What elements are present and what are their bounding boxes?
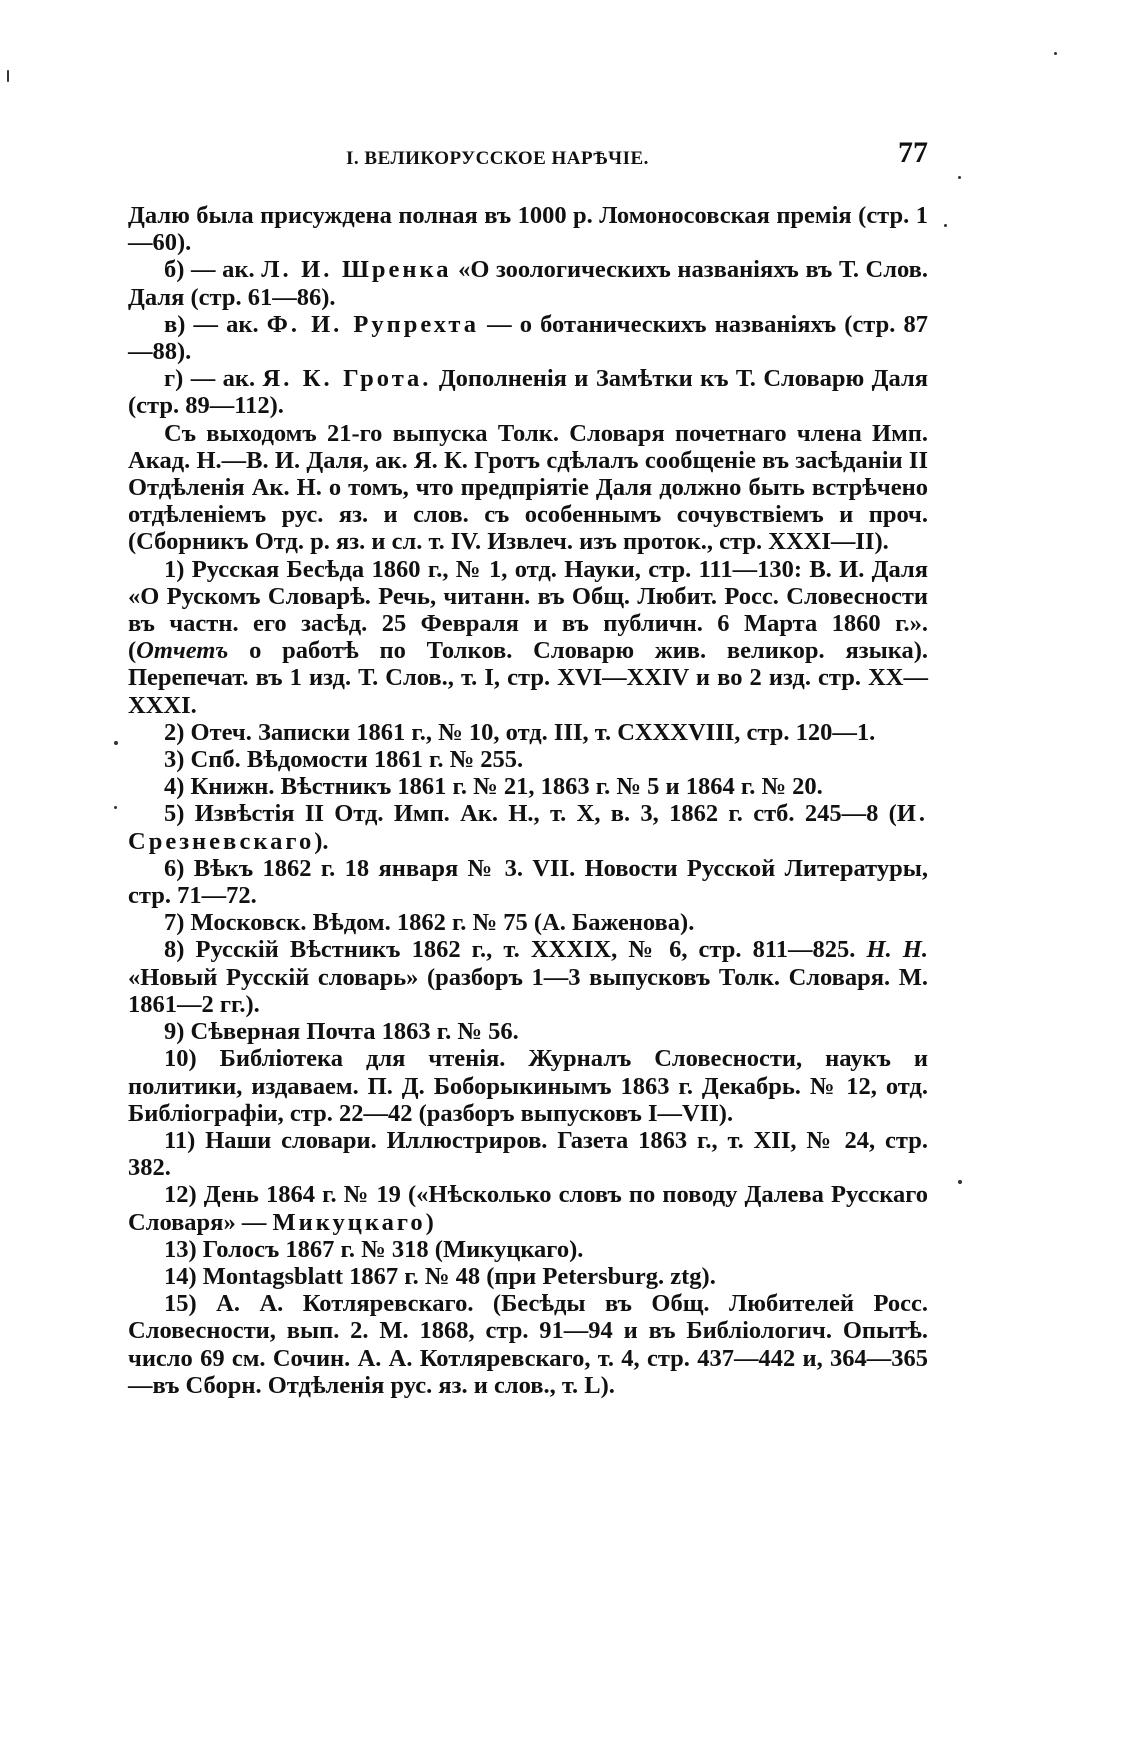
text-segment: 6) Вѣкъ 1862 г. 18 января № 3. VII. Новости Русской Литературы, стр. 71—72. (128, 854, 928, 910)
text-segment: «О зоологическихъ названіяхъ въ Т. Слов. Даля (стр. 61—86). (128, 256, 928, 311)
text-segment: г) — ак. (164, 365, 263, 393)
scan-speck (114, 741, 118, 745)
paragraph-p19 (128, 1290, 928, 1399)
text-segment: «Новый Русскій словарь» (разборъ 1—3 выпусковъ Толк. Словаря. М. 1861—2 гг.). (128, 963, 928, 1018)
text-segment: ). (314, 827, 329, 855)
page-header (128, 136, 928, 176)
text-segment: в) — ак. (164, 310, 267, 338)
text-segment: 9) Сѣверная Почта 1863 г. № 56. (164, 1018, 519, 1046)
page-number: 77 (898, 136, 928, 169)
text-segment: 1) Русская Бесѣда 1860 г., № 1, отд. Науки, стр. 111—130: В. И. Даля «О Рускомъ Словарѣ. Речь, читанн. въ Общ. Любит. Росс. Словесности въ частн. его засѣд. 25 Февраля и въ публичн. 6 Марта 1860 г.». ( (128, 555, 928, 665)
paragraph-p7 (128, 746, 928, 773)
scan-speck (944, 224, 947, 227)
text-segment: — о ботаническихъ названіяхъ (стр. 87—88). (128, 310, 928, 366)
text-segment: Н. Н. (866, 936, 928, 964)
text-segment: 11) Наши словари. Иллюстриров. Газета 1863 г., т. XII, № 24, стр. 382. (128, 1126, 928, 1182)
text-segment: 10) Библіотека для чтенія. Журналъ Словесности, наукъ и политики, издаваем. П. Д. Боборыкинымъ 1863 г. Декабрь. № 12, отд. Библіографіи, стр. 22—42 (разборъ выпусковъ I—VII). (128, 1045, 928, 1127)
text-segment: Дополненія и Замѣтки къ Т. Словарю Даля (стр. 89—112). (128, 365, 929, 420)
paragraph-p11 (128, 909, 928, 936)
paragraph-p3 (128, 365, 928, 419)
paragraph-p17 (128, 1236, 928, 1263)
text-segment: 2) Отеч. Записки 1861 г., № 10, отд. III, т. CXXXVIII, стр. 120—1. (164, 718, 876, 746)
text-segment: 14) Montagsblatt 1867 г. № 48 (при Petersburg. ztg). (164, 1262, 716, 1290)
paragraph-p2 (128, 311, 928, 365)
text-segment: ) (425, 1208, 434, 1236)
paragraph-p13 (128, 1018, 928, 1045)
paragraph-p6 (128, 719, 928, 746)
paragraph-p18 (128, 1263, 928, 1290)
scan-speck (1054, 52, 1057, 55)
text-segment: Съ выходомъ 21-го выпуска Толк. Словаря почетнаго члена Имп. Акад. Н.—В. И. Даля, ак. Я. К. Гротъ сдѣлалъ сообщеніе въ засѣданіи II Отдѣленія Ак. Н. о томъ, что предпріятіе Даля должно быть встрѣчено отдѣленіемъ рус. яз. и слов. съ особеннымъ сочувствіемъ и проч. (Сборникъ Отд. р. яз. и сл. т. IV. Извлеч. изъ проток., стр. XXXI—II). (128, 419, 928, 556)
paragraph-p9 (128, 800, 928, 854)
paragraph-p5 (128, 556, 928, 719)
paragraph-p14 (128, 1045, 928, 1127)
paragraph-p15 (128, 1127, 928, 1181)
text-segment: Я. К. Грота. (262, 365, 432, 393)
scan-speck (114, 806, 117, 809)
text-segment: 8) Русскій Вѣстникъ 1862 г., т. XXXIX, № 6, стр. 811—825. (164, 936, 867, 964)
text-segment: Отчетъ (136, 637, 229, 665)
text-segment: 5) Извѣстія II Отд. Имп. Ак. Н., т. X, в. 3, 1862 г. стб. 245—8 ( (164, 800, 897, 828)
paragraph-p16 (128, 1181, 928, 1235)
paragraph-p8 (128, 773, 928, 800)
text-segment: о работѣ по Толков. Словарю жив. великор. языка). Перепечат. въ 1 изд. Т. Слов., т. I, стр. XVI—XXIV и во 2 изд. стр. XX—XXXI. (128, 637, 928, 719)
text-segment: 7) Московск. Вѣдом. 1862 г. № 75 (А. Баженова). (164, 909, 695, 937)
text-segment: 3) Спб. Вѣдомости 1861 г. № 255. (164, 746, 524, 774)
paragraph-p12 (128, 936, 928, 1018)
text-segment: 12) День 1864 г. № 19 («Нѣсколько словъ по поводу Далева Русскаго Словаря» — (128, 1181, 928, 1236)
text-segment: 4) Книжн. Вѣстникъ 1861 г. № 21, 1863 г. № 5 и 1864 г. № 20. (164, 773, 823, 801)
paragraph-p4 (128, 420, 928, 556)
text-segment: Микуцкаго (272, 1208, 426, 1236)
running-title: I. ВЕЛИКОРУССКОЕ НАРѢЧІЕ. (346, 148, 649, 169)
paragraph-p0 (128, 202, 928, 256)
text-segment: 15) А. А. Котляревскаго. (Бесѣды въ Общ. Любителей Росс. Словесности, вып. 2. М. 1868, стр. 91—94 и въ Библіологич. Опытѣ. число 69 см. Сочин. А. А. Котляревскаго, т. 4, стр. 437—442 и, 364—365—въ Сборн. Отдѣленія рус. яз. и слов., т. L). (128, 1290, 928, 1399)
text-segment: Л. И. Шренка (261, 256, 452, 284)
text-segment: б) — ак. (164, 256, 262, 284)
paragraph-p10 (128, 855, 928, 909)
text-segment: 13) Голосъ 1867 г. № 318 (Микуцкаго). (164, 1235, 584, 1263)
scan-speck (958, 1180, 962, 1184)
text-segment: Ф. И. Рупрехта (266, 310, 479, 338)
paragraph-p1 (128, 256, 928, 310)
scan-speck (958, 176, 961, 179)
scan-speck (7, 70, 9, 82)
text-segment: Далю была присуждена полная въ 1000 р. Ломоносовская премія (стр. 1—60). (128, 202, 928, 257)
main-text (128, 202, 928, 1399)
text-segment: И. Срезневскаго (128, 800, 928, 855)
